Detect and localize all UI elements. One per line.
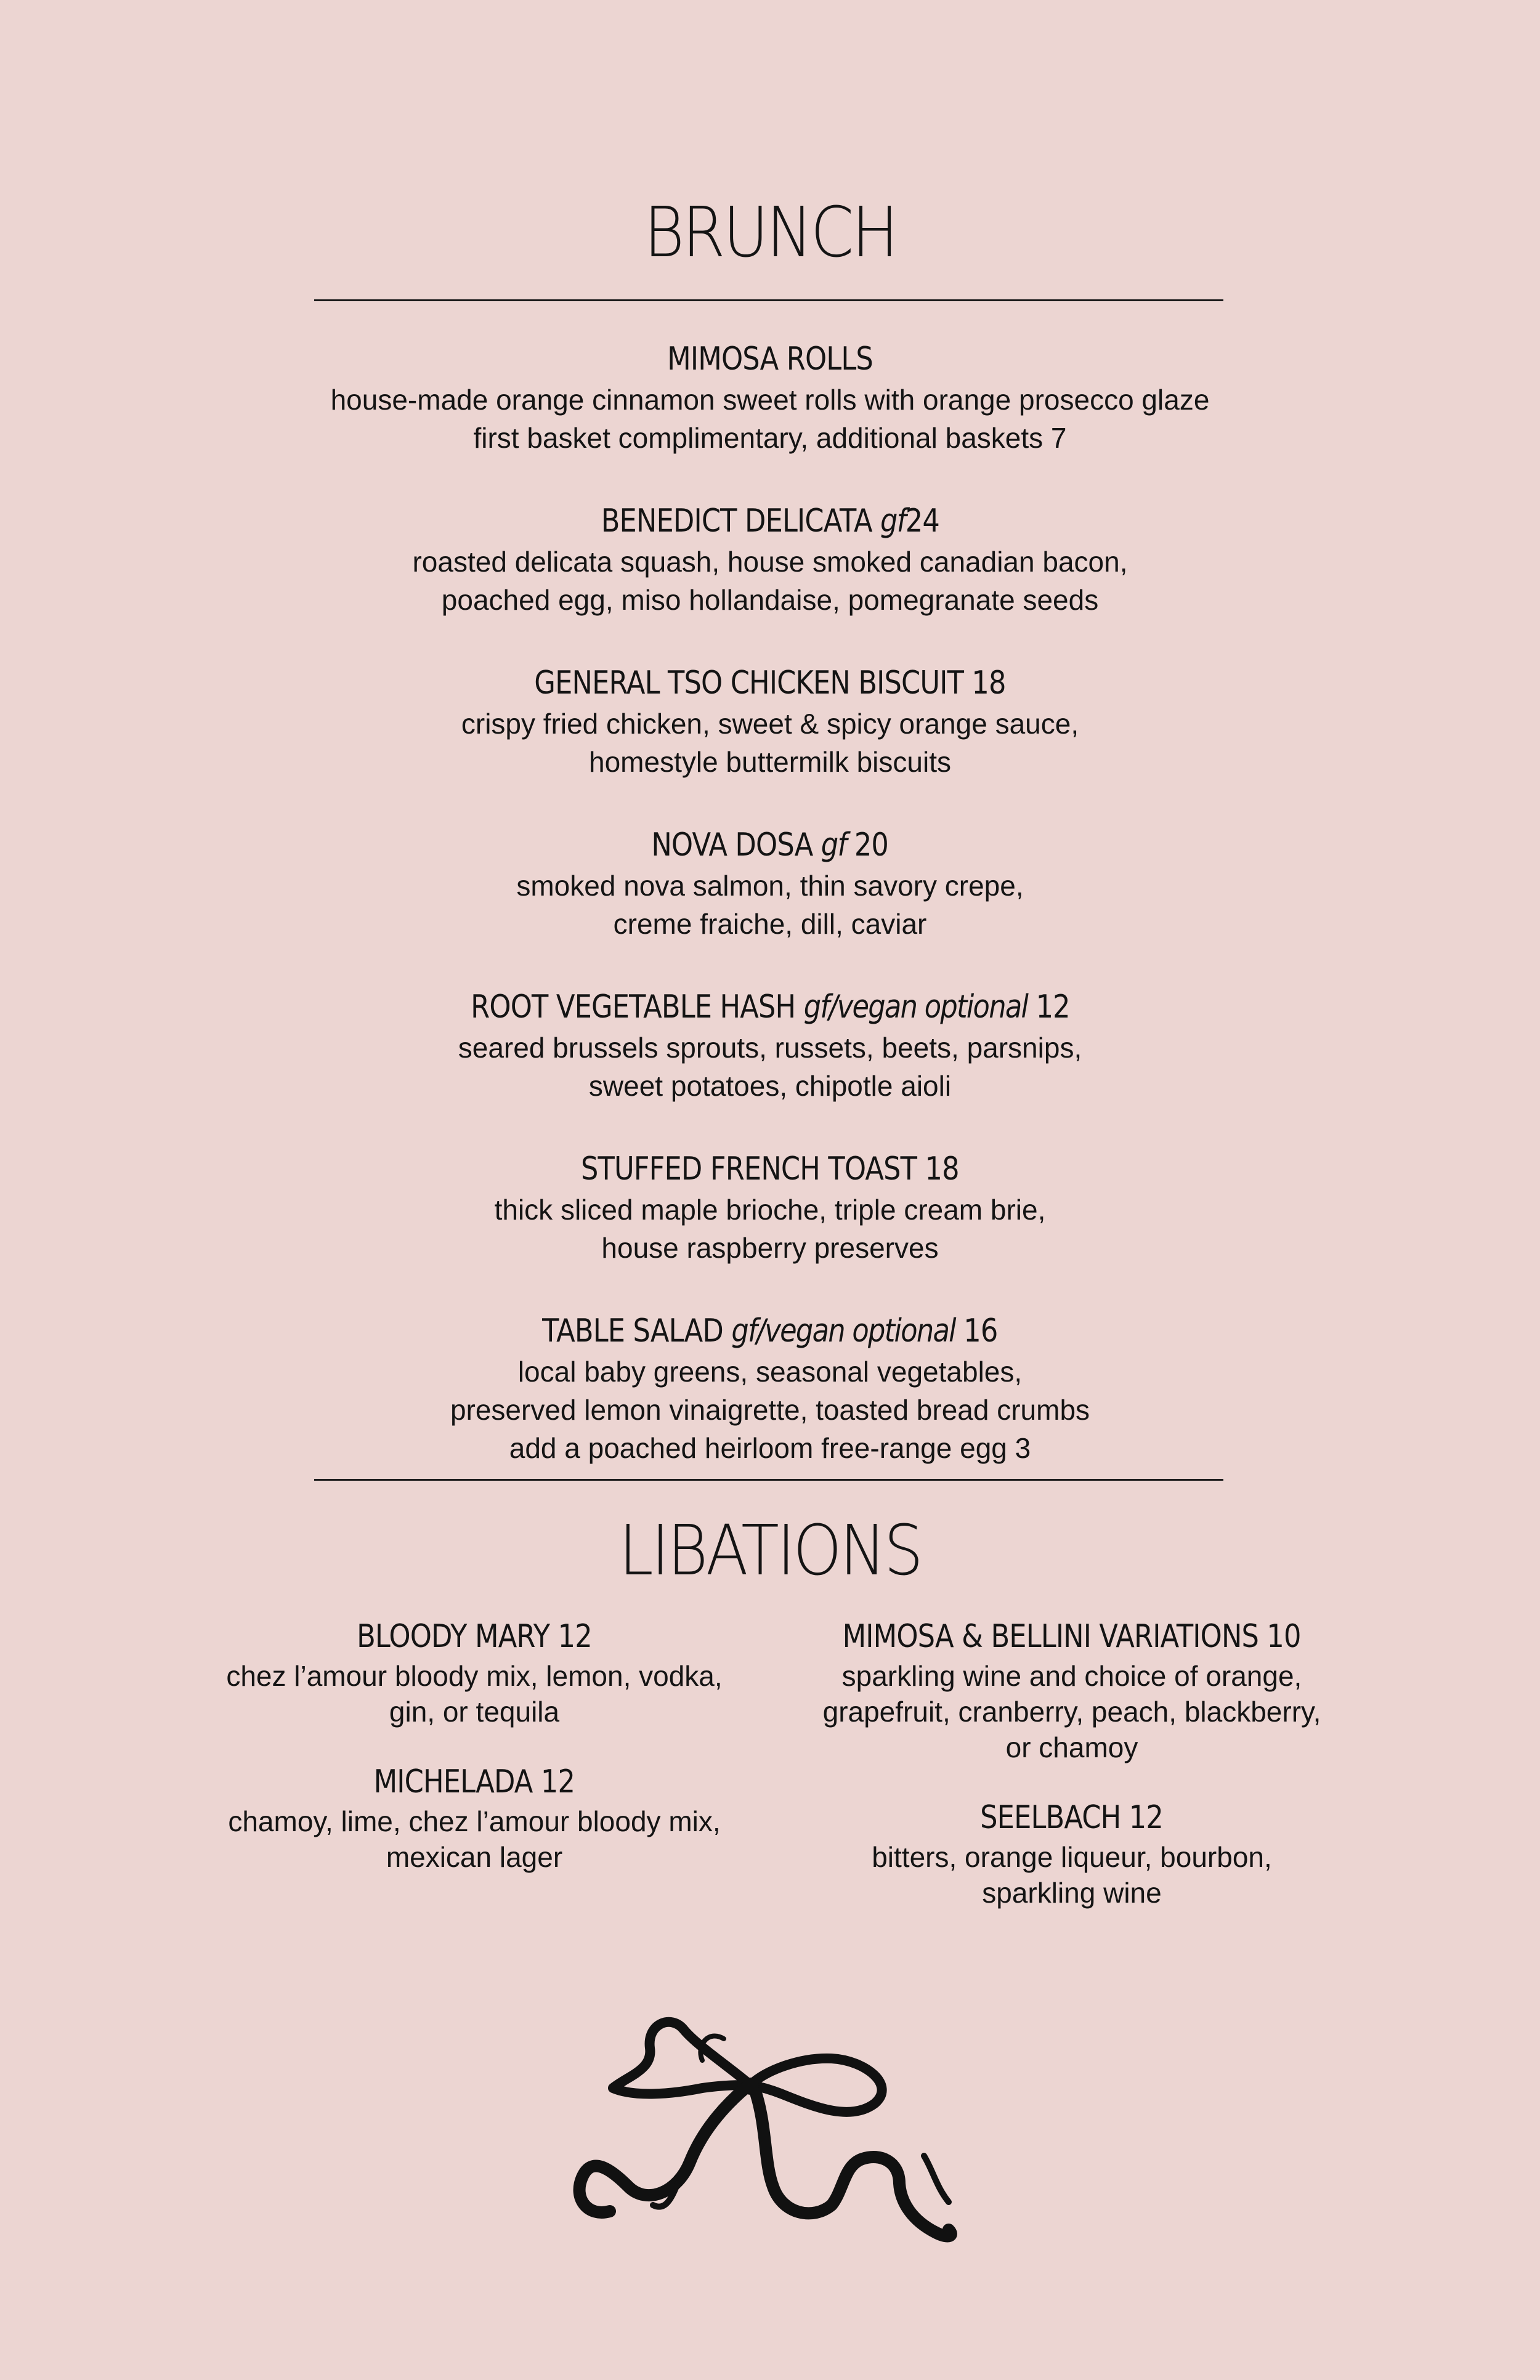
menu-item-nova-dosa [0, 824, 1540, 943]
item-price: 24 [905, 503, 939, 540]
drink-description: chez l’amour bloody mix, lemon, vodka, [226, 1660, 723, 1692]
item-description: creme fraiche, dill, caviar [613, 908, 927, 940]
drink-name: BLOODY MARY 12 [357, 1618, 592, 1655]
item-price: 18 [971, 665, 1006, 702]
drink-description: sparkling wine [982, 1877, 1162, 1909]
item-name: GENERAL TSO CHICKEN BISCUIT 18 [534, 665, 1006, 702]
drink-description: sparkling wine and choice of orange, [841, 1660, 1302, 1692]
item-name: TABLE SALAD gf/vegan optional 16 [542, 1313, 998, 1350]
dietary-tag: gf [821, 827, 846, 864]
drink-description: gin, or tequila [389, 1696, 560, 1728]
item-name: BENEDICT DELICATA gf24 [601, 503, 939, 540]
item-description: roasted delicata squash, house smoked canadian bacon, [412, 546, 1128, 578]
drink-name: SEELBACH 12 [980, 1799, 1164, 1836]
drink-description: bitters, orange liqueur, bourbon, [872, 1841, 1272, 1873]
item-name: MIMOSA ROLLS [667, 341, 873, 378]
dietary-tag: gf/vegan optional [803, 989, 1027, 1026]
item-description: homestyle buttermilk biscuits [589, 746, 951, 778]
item-description: thick sliced maple brioche, triple cream brie, [494, 1194, 1046, 1226]
drink-description: mexican lager [386, 1841, 563, 1873]
item-description: sweet potatoes, chipotle aioli [588, 1070, 952, 1102]
menu-item-general-tso-chicken-biscuit [0, 662, 1540, 781]
dietary-tag: gf [880, 503, 906, 540]
brunch-menu-list [0, 338, 1540, 1510]
item-price: 18 [925, 1151, 959, 1188]
drink-price: 12 [557, 1618, 592, 1655]
menu-item-mimosa-rolls [0, 338, 1540, 457]
item-description: poached egg, miso hollandaise, pomegranate seeds [441, 584, 1099, 616]
ribbon-bow-icon [554, 2002, 998, 2261]
item-price: 16 [963, 1313, 998, 1350]
dietary-tag: gf/vegan optional [731, 1313, 956, 1350]
item-description: seared brussels sprouts, russets, beets, parsnips, [458, 1032, 1082, 1064]
item-description: local baby greens, seasonal vegetables, [517, 1356, 1023, 1388]
item-price: 12 [1035, 989, 1070, 1026]
menu-item-benedict-delicata [0, 500, 1540, 619]
brunch-top-divider [314, 299, 1223, 301]
libations-right-column [764, 1615, 1380, 1941]
drink-name: MICHELADA 12 [373, 1763, 575, 1800]
item-description: preserved lemon vinaigrette, toasted bread crumbs [450, 1394, 1090, 1426]
libations-top-divider [314, 1479, 1223, 1481]
drink-description: chamoy, lime, chez l’amour bloody mix, [228, 1805, 721, 1837]
drink-description: grapefruit, cranberry, peach, blackberry, [822, 1696, 1321, 1728]
item-description: add a poached heirloom free-range egg 3 [509, 1432, 1031, 1464]
item-name: ROOT VEGETABLE HASH gf/vegan optional 12 [470, 989, 1070, 1026]
brunch-title: BRUNCH [644, 193, 896, 273]
libations-left-column [172, 1615, 776, 1906]
drink-bloody-mary [172, 1615, 776, 1730]
menu-item-stuffed-french-toast [0, 1148, 1540, 1267]
drink-name: MIMOSA & BELLINI VARIATIONS 10 [842, 1618, 1302, 1655]
item-description: house raspberry preserves [601, 1232, 939, 1264]
drink-price: 12 [541, 1763, 575, 1800]
item-description: first basket complimentary, additional baskets 7 [473, 422, 1067, 454]
item-price: 20 [854, 827, 889, 864]
drink-description: or chamoy [1005, 1731, 1138, 1763]
libations-title: LIBATIONS [618, 1511, 922, 1591]
item-name: NOVA DOSA gf 20 [651, 827, 889, 864]
item-name: STUFFED FRENCH TOAST 18 [581, 1151, 959, 1188]
menu-item-root-vegetable-hash [0, 986, 1540, 1105]
drink-seelbach [764, 1796, 1380, 1911]
drink-mimosa-bellini-variations [764, 1615, 1380, 1765]
menu-item-table-salad [0, 1309, 1540, 1467]
item-description: crispy fried chicken, sweet & spicy orange sauce, [461, 708, 1079, 740]
drink-michelada [172, 1760, 776, 1875]
item-description: smoked nova salmon, thin savory crepe, [516, 870, 1024, 902]
drink-price: 12 [1129, 1799, 1164, 1836]
item-description: house-made orange cinnamon sweet rolls with orange prosecco glaze [330, 384, 1210, 416]
drink-price: 10 [1266, 1618, 1302, 1655]
